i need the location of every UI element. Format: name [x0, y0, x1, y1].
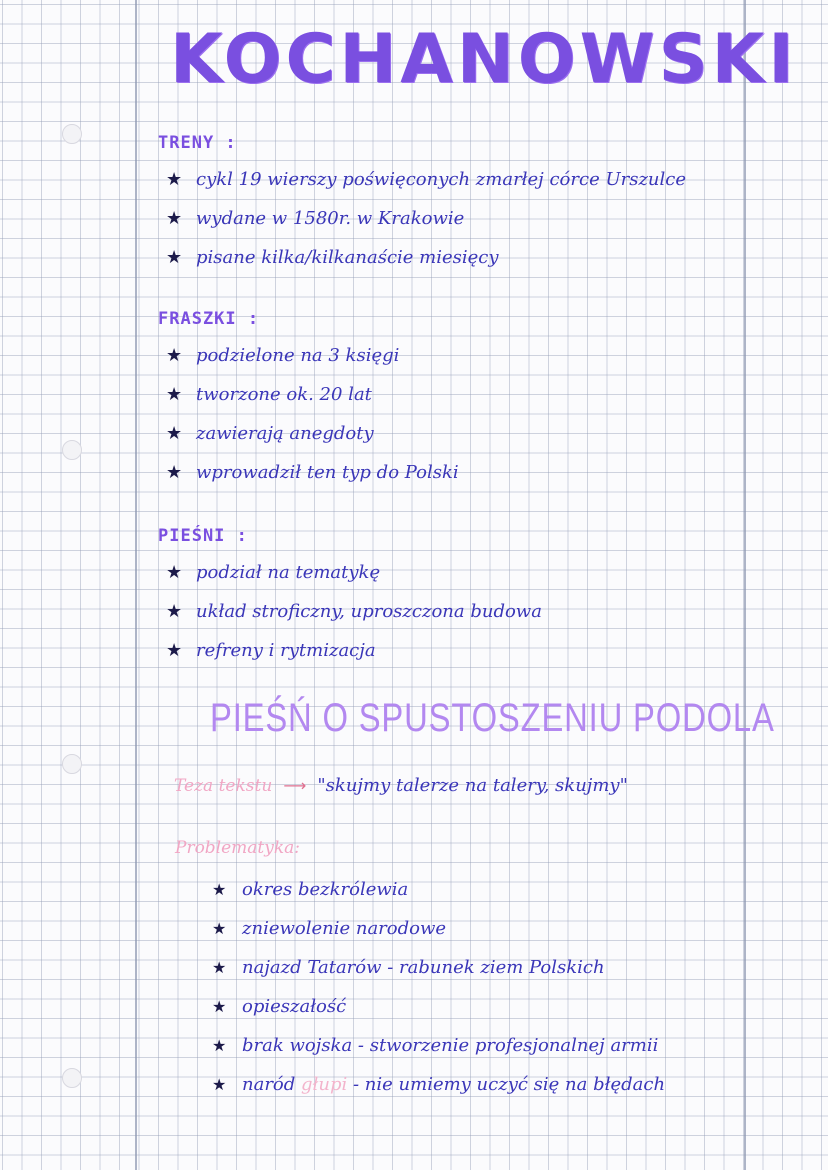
list-item: ★ naród głupi - nie umiemy uczyć się na błędach: [204, 1065, 665, 1104]
arrow-right-icon: ⟶: [283, 776, 307, 795]
star-bullet-icon: ★: [166, 601, 183, 622]
list-item: ★ najazd Tatarów - rabunek ziem Polskich: [204, 948, 665, 987]
star-bullet-icon: ★: [212, 919, 227, 938]
list-item: ★ opieszałość: [204, 987, 665, 1026]
star-bullet-icon: ★: [212, 880, 227, 899]
section-list: [158, 160, 686, 277]
list-item: ★ cykl 19 wierszy poświęconych zmarłej córce Urszulce: [158, 160, 686, 199]
section-list: [158, 336, 459, 492]
section-heading: TRENY :: [158, 133, 237, 153]
page-title: KOCHANOWSKI: [170, 20, 798, 99]
star-bullet-icon: ★: [166, 208, 183, 229]
section-list: [158, 553, 542, 670]
left-margin-line: [135, 0, 137, 1170]
song-title: PIEŚŃ O SPUSTOSZENIU PODOLA: [210, 696, 775, 740]
list-item: ★ zawierają anegdoty: [158, 414, 459, 453]
section-heading: FRASZKI :: [158, 309, 260, 329]
star-bullet-icon: ★: [166, 462, 183, 483]
list-item: ★ okres bezkrólewia: [204, 870, 665, 909]
list-item: ★ refreny i rytmizacja: [158, 631, 542, 670]
section-treny: [158, 126, 686, 277]
list-item: ★ zniewolenie narodowe: [204, 909, 665, 948]
punch-hole: [62, 124, 82, 144]
star-bullet-icon: ★: [166, 384, 183, 405]
list-item: ★ podział na tematykę: [158, 553, 542, 592]
section-heading: PIEŚNI :: [158, 526, 248, 546]
list-item: ★ brak wojska - stworzenie profesjonalnej armii: [204, 1026, 665, 1065]
list-item: ★ pisane kilka/kilkanaście miesięcy: [158, 238, 686, 277]
star-bullet-icon: ★: [166, 169, 183, 190]
list-item: ★ wydane w 1580r. w Krakowie: [158, 199, 686, 238]
section-piesni: [158, 519, 542, 670]
thesis-quote: "skujmy talerze na talery, skujmy": [317, 775, 628, 796]
star-bullet-icon: ★: [166, 247, 183, 268]
list-item: ★ układ stroficzny, uproszczona budowa: [158, 592, 542, 631]
star-bullet-icon: ★: [212, 1075, 227, 1094]
punch-hole: [62, 754, 82, 774]
thesis-line: [174, 775, 628, 796]
problems-label: Problematyka:: [175, 838, 301, 858]
list-item: ★ podzielone na 3 księgi: [158, 336, 459, 375]
star-bullet-icon: ★: [166, 345, 183, 366]
star-bullet-icon: ★: [212, 997, 227, 1016]
punch-hole: [62, 1068, 82, 1088]
star-bullet-icon: ★: [166, 423, 183, 444]
star-bullet-icon: ★: [212, 958, 227, 977]
faded-word: głupi: [301, 1074, 348, 1095]
star-bullet-icon: ★: [166, 562, 183, 583]
star-bullet-icon: ★: [212, 1036, 227, 1055]
list-item: ★ tworzone ok. 20 lat: [158, 375, 459, 414]
punch-hole: [62, 440, 82, 460]
section-fraszki: [158, 302, 459, 492]
right-margin-line: [744, 0, 746, 1170]
list-item: ★ wprowadził ten typ do Polski: [158, 453, 459, 492]
thesis-label: Teza tekstu: [174, 776, 273, 796]
star-bullet-icon: ★: [166, 640, 183, 661]
problems-list: [204, 870, 665, 1104]
